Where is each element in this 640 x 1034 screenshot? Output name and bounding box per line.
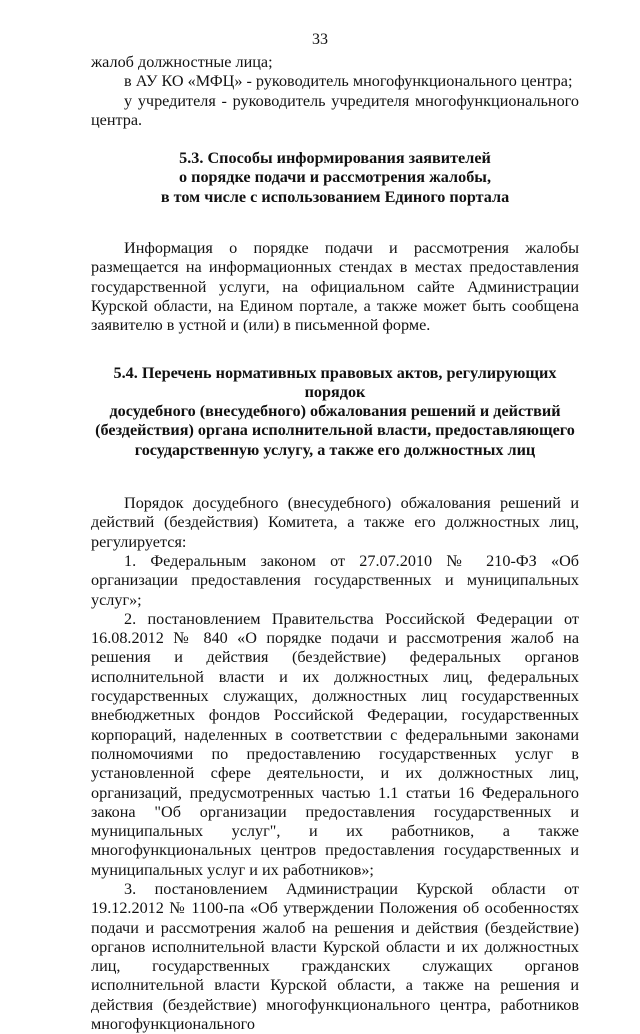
section-5-4-title-line3: (бездействия) органа исполнительной власти, предоставляющего xyxy=(95,421,575,440)
paragraph-mfc-responsible: в АУ КО «МФЦ» - руководитель многофункционального центра; xyxy=(124,72,573,91)
section-5-4-title-line1: 5.4. Перечень нормативных правовых актов, регулирующих порядок xyxy=(113,363,557,401)
section-5-3-heading xyxy=(91,149,579,207)
legal-act-item-1: 1. Федеральным законом от 27.07.2010 № 210-ФЗ «Об организации предоставления государственных и муниципальных услуг»; xyxy=(91,551,579,609)
legal-act-item-2: 2. постановлением Правительства Российской Федерации от 16.08.2012 № 840 «О порядке подачи и рассмотрения жалоб на решения и действия (бездействие) федеральных органов исполнительной власти и их должностных лиц, федеральных государственных служащих, должностных лиц государственных внебюджетных фондов Российской Федерации, государственных корпораций, наделенных в соответствии с федеральными законами полномочиями по предоставлению государственных услуг в установленной сфере деятельности, и их должностных лиц, организаций, предусмотренных частью 1.1 статьи 16 Федерального закона "Об организации предоставления государственных и муниципальных услуг", и их работников, а также многофункциональных центров предоставления государственных и муниципальных услуг и их работников»; xyxy=(91,609,579,879)
section-5-4-title-line2: досудебного (внесудебного) обжалования решений и действий xyxy=(109,402,561,421)
section-5-3-body: Информация о порядке подачи и рассмотрения жалобы размещается на информационных стендах в местах предоставления государственной услуги, на официальном сайте Администрации Курской области, на Едином портале, а также может быть сообщена заявителю в устной и (или) в письменной форме. xyxy=(91,239,579,335)
section-5-3-title-line2: о порядке подачи и рассмотрения жалобы, xyxy=(178,168,491,187)
section-5-4-heading xyxy=(91,364,579,460)
section-5-4-title-line4: государственную услугу, а также его должностных лиц xyxy=(134,440,536,459)
section-5-3-title-line1: 5.3. Способы информирования заявителей xyxy=(179,149,491,168)
legal-act-item-3: 3. постановлением Администрации Курской области от 19.12.2012 № 1100-па «Об утверждении Положения об особенностях подачи и рассмотрения жалоб на решения и действия (бездействие) органов исполнительной власти Курской области и их должностных лиц, государственных гражданских служащих органов исполнительной власти Курской области, а также на решения и действия (бездействие) многофункционального центра, работников многофункционального xyxy=(91,879,579,1034)
page-number: 33 xyxy=(312,31,328,48)
paragraph-founder-responsible: у учредителя - руководитель учредителя многофункционального центра. xyxy=(91,91,579,129)
paragraph-continuation: жалоб должностные лица; xyxy=(91,53,273,71)
section-5-3-title-line3: в том числе с использованием Единого портала xyxy=(160,187,510,206)
document-body xyxy=(91,53,579,1034)
section-5-4-intro: Порядок досудебного (внесудебного) обжалования решений и действий (бездействия) Комитета, а также его должностных лиц, регулируется: xyxy=(91,494,579,551)
